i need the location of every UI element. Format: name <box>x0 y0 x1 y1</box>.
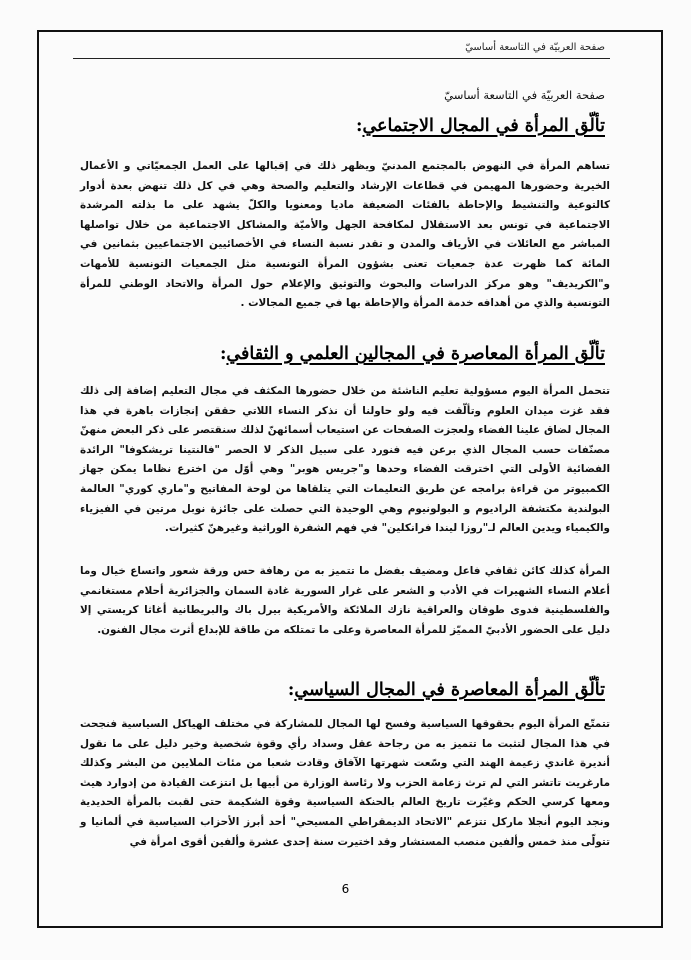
running-head: صفحة العربيّة في التاسعة أساسيّ <box>465 42 605 53</box>
heading-text: تألّق المرأة المعاصرة في المجال السياسي <box>294 680 605 700</box>
paragraph-culture: المرأة كذلك كائن ثقافي فاعل ومضيف بفضل ما تتميز به من رهافة حس ورقة شعور واتساع خيال وما أعلام النساء الشهيرات في الأدب و الشعر على غرار السورية غادة السمان والجزائرية أحلام مستغانمي والفلسطينية فدوى طوقان والعراقية نازك الملائكة والأمريكية بيرل باك والبريطانية أغاثا كريستي إلا دليل على الحضور الأدبيّ المميّز للمرأة المعاصرة وعلى ما تمتلكه من طاقة للإبداع أثرت مجال الفنون. <box>80 565 610 636</box>
page-number: 6 <box>341 882 350 896</box>
heading-colon: : <box>356 116 363 136</box>
paragraph-social: تساهم المرأة في النهوض بالمجتمع المدنيّ ويظهر ذلك في إقبالها على العمل الجمعيّاتي و الأعمال الخيرية وحضورها المهيمن في قطاعات الإرشاد والتعليم والصحة وهي في كل ذلك تنهض بعدة أدوار كالتوعية والتنشيط والإحاطة بالفئات الضعيفة ماديا ومعنويا والكلّ يشهد على ما بذلته المرشدة الاجتماعية في تونس بعد الاستقلال لمكافحة الجهل والأميّة والمشاكل الاجتماعية من خلال تواصلها المباشر مع العائلات في الأرياف والمدن و تقدر نسبة النساء في الأخصائيين الاجتماعيين بثمانين في المائة كما ظهرت عدة جمعيات تعنى بشؤون المرأة التونسية مثل الجمعيات التونسية للأمهات و"الكريديف" وهو مركز الدراسات والبحوث والتوثيق والإعلام حول المرأة والاتحاد الوطني للمرأة التونسية والذي من أهدافه خدمة المرأة والإحاطة بها في جميع المجالات . <box>80 160 610 310</box>
section-heading-social <box>80 116 605 136</box>
paragraph-science: تتحمل المرأة اليوم مسؤولية تعليم الناشئة من خلال حضورها المكثف في مجال التعليم إضافة إلى ذلك فقد غزت ميدان العلوم وتألّقت فيه ولو حاولنا أن نذكر النساء اللاتي حققن إنجازات باهرة في هذا المجال لضاق علينا الفضاء ولعجزت الصفحات عن استيعاب أسمائهنّ لذلك سنقتصر على ذكر البعض منهنّ مصنّفات حسب المجال الذي برعن فيه فنورد على سبيل الذكر لا الحصر "فالنتينا تريشكوفا" الرائدة الفضائية الأولى التي اخترقت الفضاء وحدها و"جريس هوبر" وهي أوّل من اخترع نظاما يمكن جهاز الكمبيوتر من قراءة برامجه عن طريق التعليمات التي يتلقاها من لوحة المفاتيح و"ماري كوري" العالمة البولندية مكتشفة الراديوم و البولونيوم وهي الوحيدة التي حصلت على جائزة نوبل مرتين في الفيزياء والكيمياء ويدين العالم لـ"روزا ليندا فرانكلين" في فهم الشفرة الوراثية وغيرهنّ كثيرات. <box>80 385 610 535</box>
page-subtitle: صفحة العربيّة في التاسعة أساسيّ <box>444 88 605 102</box>
section-heading-science-culture <box>80 344 605 364</box>
heading-colon: : <box>219 344 227 364</box>
heading-colon: : <box>287 680 295 700</box>
heading-text: تألّق المرأة المعاصرة في المجالين العلمي و الثقافي <box>226 344 605 364</box>
heading-text: تألّق المرأة في المجال الاجتماعي <box>362 116 605 136</box>
section-heading-politics <box>80 680 605 700</box>
paragraph-politics: تتمتّع المرأة اليوم بحقوقها السياسية وفسح لها المجال للمشاركة في مختلف الهياكل السياسية فنجحت في هذا المجال لتثبت ما تتميز به من رجاحة عقل وسداد رأي وقوة شخصية وخير دليل على ما نقول أنديرة غاندي زعيمة الهند التي وسّعت شهرتها الآفاق وقادت شعبا من مئات الملايين من البشر وكذلك مارغريت تاتشر التي لم ترث زعامة الحزب ولا رئاسة الوزارة من أبيها بل انتزعت القيادة من إدوارد هيث ومعها كرسي الحكم وغيّرت تاريخ العالم بالحنكة السياسية وقوة الشكيمة حتى لقبت بالمرأة الحديدية ونجد اليوم أنجلا ماركل تتزعم "الاتحاد الديمقراطي المسيحي" أحد أبرز الأحزاب السياسية في ألمانيا و تتولّى منذ خمس وألفين منصب المستشار وقد اختيرت سنة إحدى عشرة وألفين أقوى امرأة في <box>80 718 610 848</box>
header-rule <box>73 58 610 59</box>
